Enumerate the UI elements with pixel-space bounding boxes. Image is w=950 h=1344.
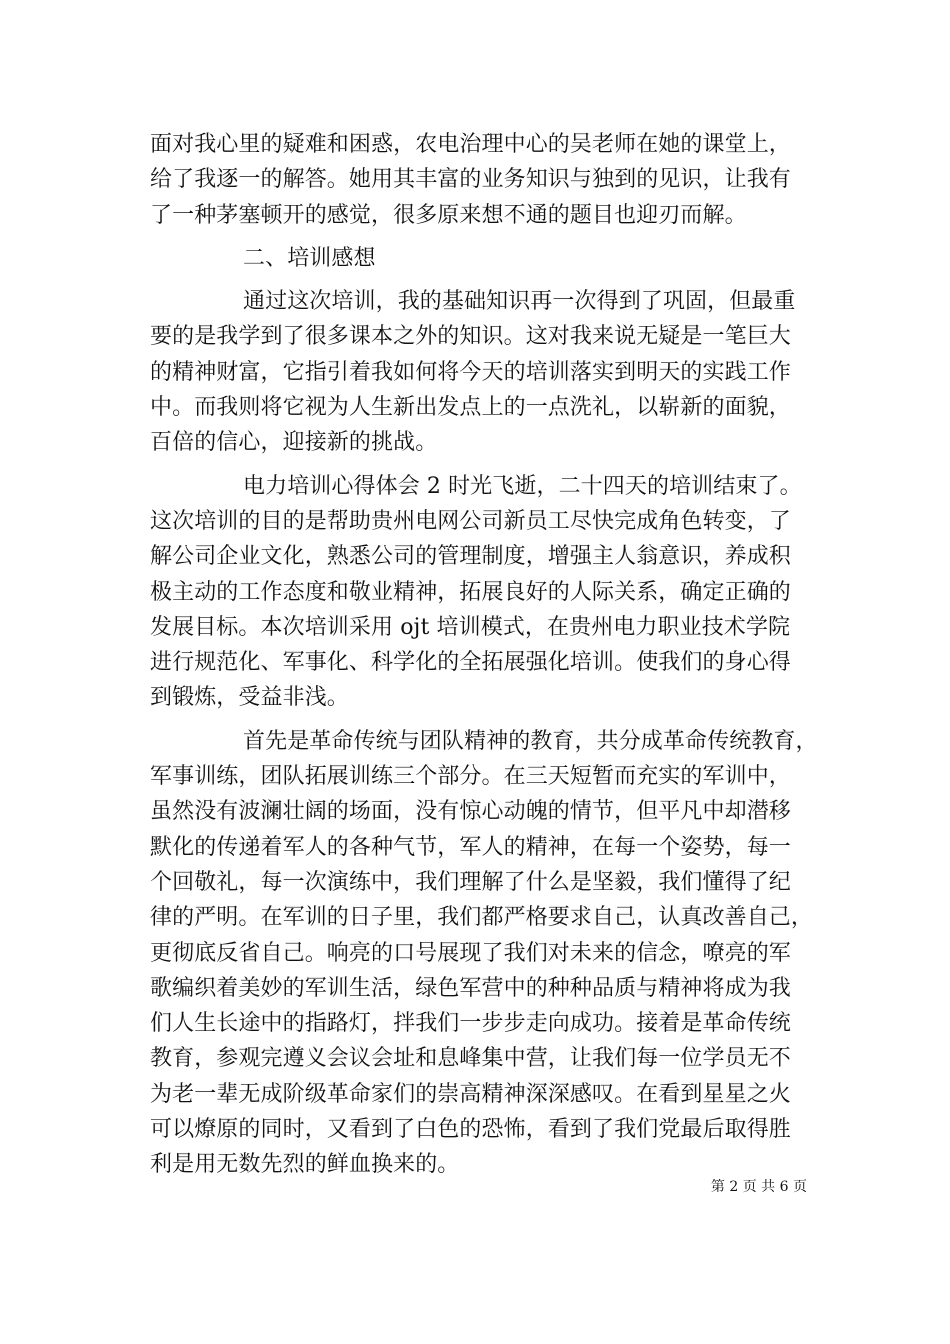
text-line: 虽然没有波澜壮阔的场面，没有惊心动魄的情节，但平凡中却潜移 <box>150 799 791 825</box>
paragraph <box>150 284 810 460</box>
text-line: 首先是革命传统与团队精神的教育，共分成革命传统教育， <box>243 728 818 754</box>
section-heading <box>150 241 810 276</box>
text-line: 更彻底反省自己。响亮的口号展现了我们对未来的信念，嘹亮的军 <box>150 940 791 966</box>
text-line: 个回敬礼，每一次演练中，我们理解了什么是坚毅，我们懂得了纪 <box>150 869 791 895</box>
text-line: 要的是我学到了很多课本之外的知识。这对我来说无疑是一笔巨大 <box>150 324 791 350</box>
text-line: 发展目标。本次培训采用 ojt 培训模式，在贵州电力职业技术学院 <box>150 614 791 640</box>
text-line: 默化的传递着军人的各种气节，军人的精神，在每一个姿势，每一 <box>150 834 791 860</box>
text-line: 利是用无数先烈的鲜血换来的。 <box>150 1152 460 1178</box>
text-line: 到锻炼，受益非浅。 <box>150 685 349 711</box>
text-line: 进行规范化、军事化、科学化的全拓展强化培训。使我们的身心得 <box>150 650 791 676</box>
text-line: 电力培训心得体会 2 时光飞逝，二十四天的培训结束了。 <box>243 473 802 499</box>
text-line: 歌编织着美妙的军训生活，绿色军营中的种种品质与精神将成为我 <box>150 975 791 1001</box>
paragraph <box>150 469 810 716</box>
text-line: 军事训练，团队拓展训练三个部分。在三天短暂而充实的军训中， <box>150 764 791 790</box>
text-line: 这次培训的目的是帮助贵州电网公司新员工尽快完成角色转变，了 <box>150 508 791 534</box>
text-line: 律的严明。在军训的日子里，我们都严格要求自己，认真改善自己， <box>150 905 814 931</box>
document-body <box>150 127 818 1183</box>
text-line: 极主动的工作态度和敬业精神，拓展良好的人际关系，确定正确的 <box>150 579 791 605</box>
text-line: 们人生长途中的指路灯，拌我们一步步走向成功。接着是革命传统 <box>150 1011 791 1037</box>
text-line: 面对我心里的疑难和困惑，农电治理中心的吴老师在她的课堂上， <box>150 132 791 157</box>
text-line: 了一种茅塞顿开的感觉，很多原来想不通的题目也迎刃而解。 <box>150 202 747 228</box>
paragraph <box>150 724 818 1183</box>
text-line: 给了我逐一的解答。她用其丰富的业务知识与独到的见识，让我有 <box>150 167 791 193</box>
text-line: 为老一辈无成阶级革命家们的崇高精神深深感叹。在看到星星之火 <box>150 1081 791 1107</box>
page-number: 第 2 页 共 6 页 <box>710 1179 807 1195</box>
text-line: 可以燎原的同时，又看到了白色的恐怖，看到了我们党最后取得胜 <box>150 1117 791 1143</box>
text-line: 百倍的信心，迎接新的挑战。 <box>150 430 438 456</box>
text-line: 教育，参观完遵义会议会址和息峰集中营，让我们每一位学员无不 <box>150 1046 791 1072</box>
text-line: 的精神财富，它指引着我如何将今天的培训落实到明天的实践工作 <box>150 359 791 385</box>
text-line: 中。而我则将它视为人生新出发点上的一点洗礼，以崭新的面貌， <box>150 395 791 421</box>
text-line: 通过这次培训，我的基础知识再一次得到了巩固，但最重 <box>243 289 796 315</box>
text-line: 二、培训感想 <box>243 245 376 271</box>
text-line: 解公司企业文化，熟悉公司的管理制度，增强主人翁意识，养成积 <box>150 544 791 570</box>
paragraph <box>150 127 810 233</box>
